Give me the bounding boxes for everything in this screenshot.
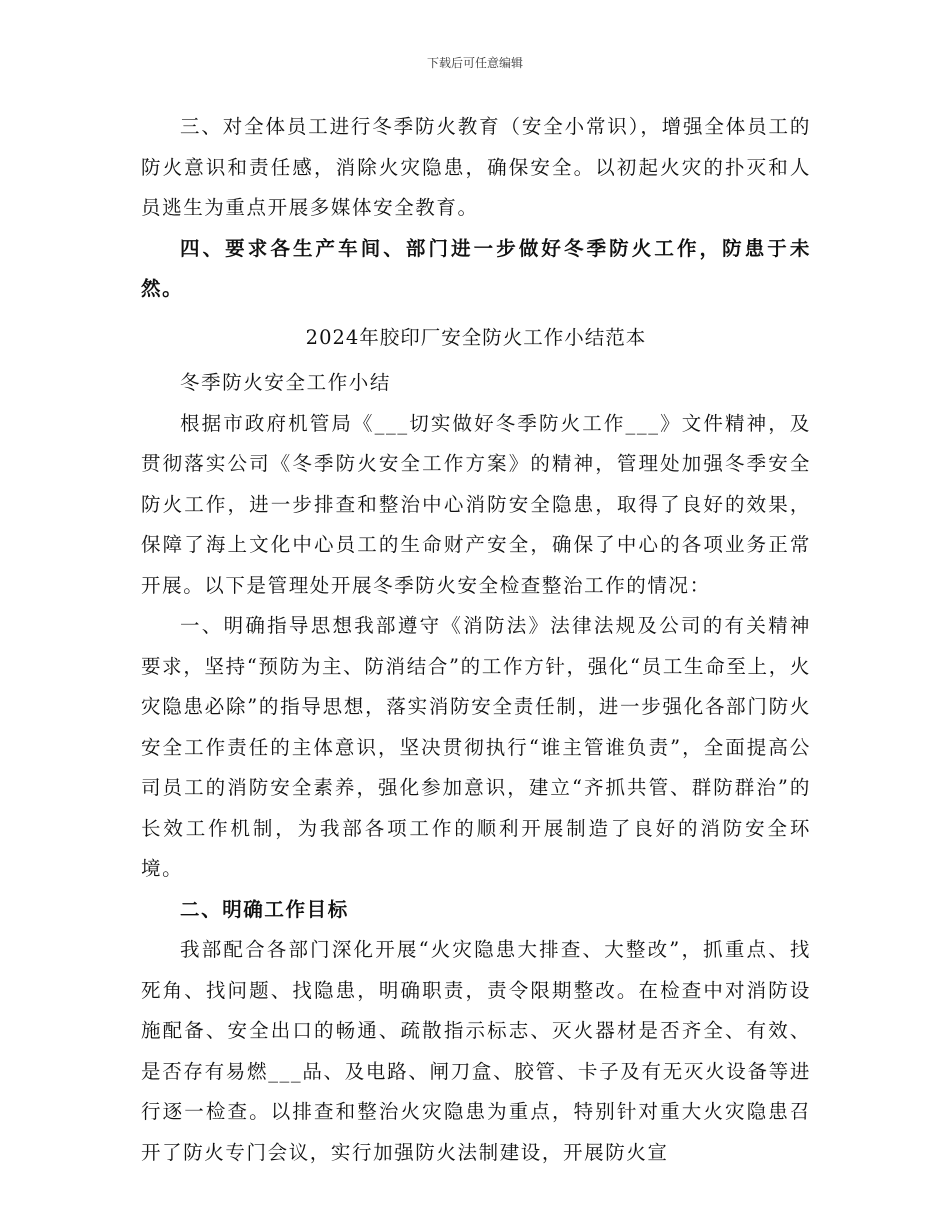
paragraph-section-2: 我部配合各部门深化开展“火灾隐患大排查、大整改”，抓重点、找死角、找问题、找隐患，明确职责，责令限期整改。在检查中对消防设施配备、安全出口的畅通、疏散指示标志、灭火器材是否齐全、有效、是否存有易燃___品、及电路、闸刀盒、胶管、卡子及有无灭火设备等进行逐一检查。以排查和整治火灾隐患为重点，特别针对重大火灾隐患召开了防火专门会议，实行加强防火法制建设，开展防火宣 — [141, 938, 811, 1164]
paragraph-intro: 根据市政府机管局《___切实做好冬季防火工作___》文件精神，及贯彻落实公司《冬季防火安全工作方案》的精神，管理处加强冬季安全防火工作，进一步排查和整治中心消防安全隐患，取得了良好的效果，保障了海上文化中心员工的生命财产安全，确保了中心的各项业务正常开展。以下是管理处开展冬季防火安全检查整治工作的情况： — [141, 411, 811, 597]
section-heading-2: 二、明确工作目标 — [180, 897, 349, 921]
page-header-note: 下载后可任意编辑 — [426, 56, 523, 70]
document-body — [141, 107, 811, 1173]
paragraph-section-1: 一、明确指导思想我部遵守《消防法》法律法规及公司的有关精神要求，坚持“预防为主、防消结合”的工作方针，强化“员工生命至上，火灾隐患必除”的指导思想，落实消防安全责任制，进一步强化各部门防火安全工作责任的主体意识，坚决贯彻执行“谁主管谁负责”，全面提高公司员工的消防安全素养，强化参加意识，建立“齐抓共管、群防群治”的长效工作机制，为我部各项工作的顺利开展制造了良好的消防安全环境。 — [141, 614, 811, 880]
paragraph-item-3: 三、对全体员工进行冬季防火教育（安全小常识），增强全体员工的防火意识和责任感，消除火灾隐患，确保安全。以初起火灾的扑灭和人员逃生为重点开展多媒体安全教育。 — [141, 115, 811, 219]
paragraph-item-4: 四、要求各生产车间、部门进一步做好冬季防火工作，防患于未然。 — [141, 236, 811, 300]
document-title: 2024年胶印厂安全防火工作小结范本 — [305, 325, 647, 349]
document-subtitle: 冬季防火安全工作小结 — [180, 371, 392, 394]
